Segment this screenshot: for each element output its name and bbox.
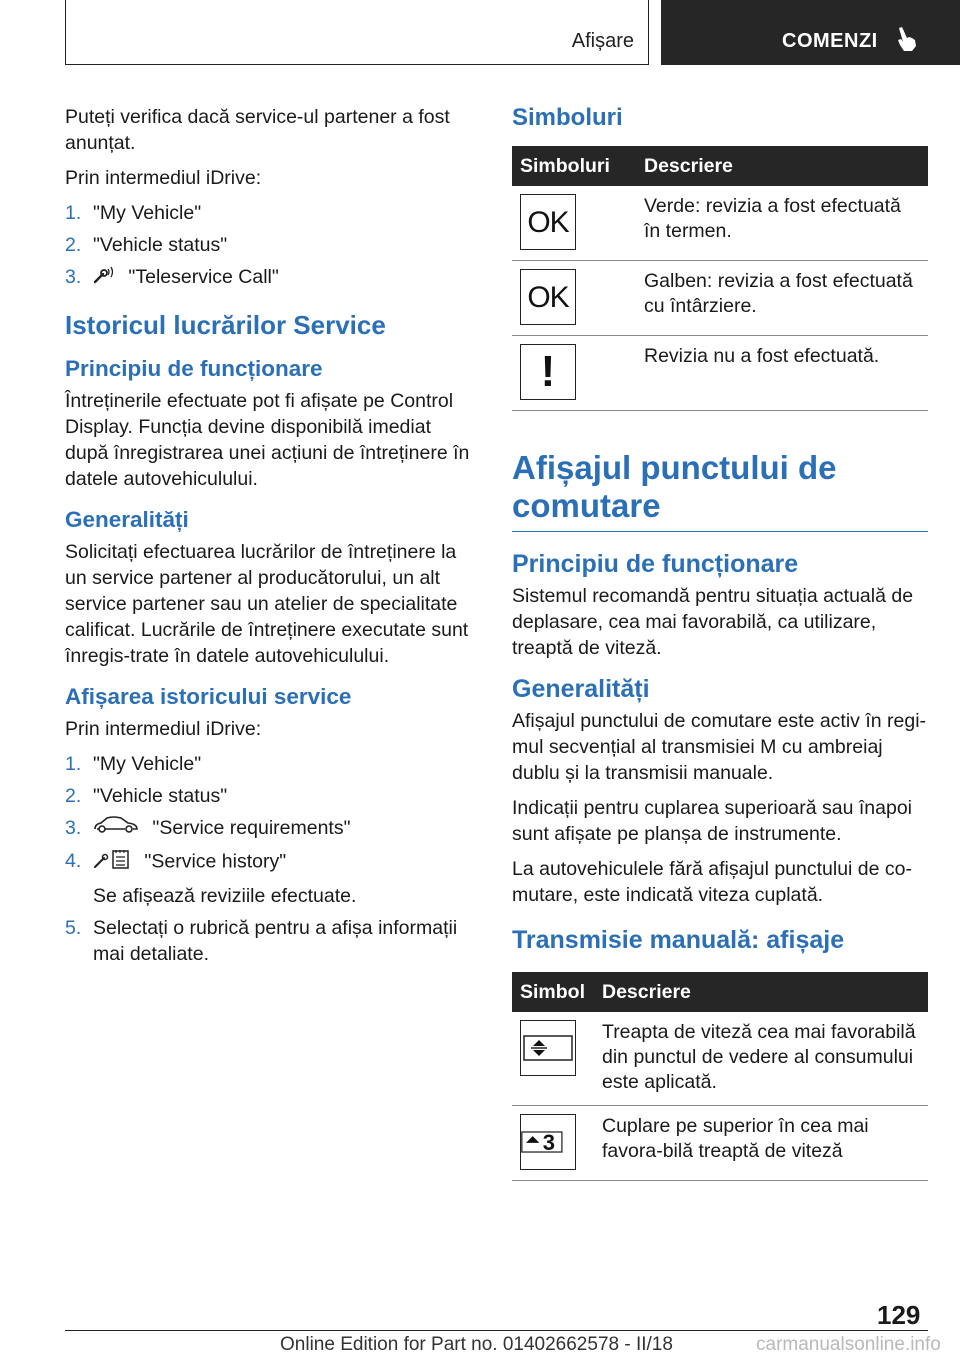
- list-item: [65, 200, 473, 226]
- symbol-cell: [512, 336, 636, 411]
- column-header-symbols: Simboluri: [512, 146, 636, 186]
- table-row: [512, 186, 928, 261]
- step-number: 1.: [65, 202, 82, 224]
- description-cell: Cuplare pe superior în cea mai favora-bilă treaptă de viteză: [594, 1106, 928, 1181]
- list-item: [65, 915, 473, 967]
- list-item: [65, 848, 473, 909]
- step-number: 1.: [65, 752, 82, 775]
- step-number: 3.: [65, 266, 82, 288]
- step-text: "Vehicle status": [93, 784, 228, 807]
- step-number: 3.: [65, 816, 82, 839]
- subheading-principle: Principiu de funcționare: [65, 355, 323, 381]
- transmission-symbols-table: [512, 972, 928, 1181]
- step-number: 5.: [65, 917, 82, 940]
- footer-divider: [65, 1330, 928, 1331]
- step-number: 2.: [65, 234, 82, 256]
- step-text: Selectați o rubrică pentru a afișa informații mai detaliate.: [93, 917, 458, 966]
- principle-paragraph-2: Sistemul recomandă pentru situația actuală de deplasare, cea mai favorabilă, ca utilizare, treaptă de viteză.: [512, 585, 914, 659]
- header-chapter-tab: [661, 0, 960, 65]
- column-header-symbol: Simbol: [512, 972, 594, 1012]
- edition-note: Online Edition for Part no. 01402662578 - II/18: [280, 1334, 673, 1355]
- teleservice-steps: [65, 200, 473, 291]
- step-text: "Service history": [144, 850, 287, 873]
- table-row: [512, 261, 928, 336]
- table-row: [512, 1012, 928, 1106]
- step-text: "Teleservice Call": [128, 266, 279, 288]
- subheading-display-history: Afișarea istoricului service: [65, 683, 352, 709]
- table-row: [512, 336, 928, 411]
- service-history-steps: [65, 751, 473, 967]
- symbol-cell: [512, 1106, 594, 1181]
- general-paragraph-2b: Indicații pentru cuplarea superioară sau înapoi sunt afișate pe planșa de instrumente.: [512, 797, 913, 845]
- list-item: [65, 232, 473, 258]
- general-paragraph-2a: Afișajul punctului de comutare este activ în regi-mul secvențial al transmisiei M cu ambreiaj dublu și la transmisii manuale.: [512, 710, 927, 784]
- description-cell: Verde: revizia a fost efectuată în termen.: [636, 186, 928, 261]
- header-section-title: Afișare: [571, 30, 634, 52]
- optimal-gear-icon: [520, 1020, 576, 1076]
- list-item: [65, 815, 473, 842]
- description-cell: Treapta de viteză cea mai favorabilă din punctul de vedere al consumului este aplicată.: [594, 1012, 928, 1106]
- subheading-principle-2: Principiu de funcționare: [512, 550, 799, 578]
- hand-pointer-icon: [895, 26, 919, 52]
- header-chapter-title: COMENZI: [782, 30, 878, 52]
- subheading-general-2: Generalități: [512, 675, 650, 703]
- step-text: "My Vehicle": [93, 202, 202, 224]
- step-number: 4.: [65, 850, 82, 873]
- table-header-row: [512, 972, 928, 1012]
- wrench-icon: [93, 265, 115, 291]
- general-paragraph-2c: La autovehiculele fără afișajul punctului de co-mutare, este indicată viteza cuplată.: [512, 858, 913, 906]
- list-item: [65, 783, 473, 809]
- section-heading-service-history: Istoricul lucrărilor Service: [65, 309, 386, 340]
- symbol-cell: [512, 1012, 594, 1106]
- idrive-intro: Prin intermediul iDrive:: [65, 167, 262, 189]
- step-text: "Service requirements": [152, 816, 351, 839]
- symbol-cell: [512, 261, 636, 336]
- ok-icon: OK: [520, 269, 576, 325]
- section-heading-shift-point: Afișajul punctului de comutare: [512, 449, 928, 532]
- step-text: "My Vehicle": [93, 752, 202, 775]
- idrive-intro-2: Prin intermediul iDrive:: [65, 717, 262, 740]
- column-header-description: Descriere: [636, 146, 928, 186]
- step-subtext: Se afișează reviziile efectuate.: [93, 885, 357, 908]
- symbols-table: [512, 146, 928, 411]
- description-cell: Revizia nu a fost efectuată.: [636, 336, 928, 411]
- subheading-symbols: Simboluri: [512, 104, 623, 131]
- column-header-description: Descriere: [594, 972, 928, 1012]
- general-paragraph: Solicitați efectuarea lucrărilor de întreținere la un service partener al producătorului, un alt service partener sau un atelier de specialitate calificat. Lucrările de întreținere executate sunt înregis-trate în datele autovehiculului.: [65, 540, 469, 667]
- list-item: [65, 751, 473, 777]
- principle-paragraph: Întreținerile efectuate pot fi afișate pe Control Display. Funcția devine disponibilă imediat după înregistrarea unei acțiuni de întreținere în datele autovehiculului.: [65, 389, 470, 490]
- exclamation-icon: !: [520, 344, 576, 400]
- left-column: [65, 104, 473, 977]
- header-section-tab: [65, 0, 649, 65]
- table-row: [512, 1106, 928, 1181]
- watermark: carmanualsonline.info: [752, 1334, 941, 1356]
- page-number: 129: [877, 1300, 921, 1330]
- list-item: [65, 264, 473, 291]
- subheading-general: Generalități: [65, 506, 189, 532]
- symbol-cell: [512, 186, 636, 261]
- service-history-icon: [93, 848, 131, 877]
- step-text: "Vehicle status": [93, 234, 228, 256]
- table-header-row: [512, 146, 928, 186]
- step-number: 2.: [65, 784, 82, 807]
- car-icon: [93, 815, 139, 842]
- subheading-manual-transmission: Transmisie manuală: afișaje: [512, 926, 845, 954]
- description-cell: Galben: revizia a fost efectuată cu întârziere.: [636, 261, 928, 336]
- shift-up-icon: 3: [520, 1114, 576, 1170]
- right-column: [512, 104, 928, 1181]
- ok-icon: OK: [520, 194, 576, 250]
- intro-paragraph: Puteți verifica dacă service-ul partener a fost anunțat.: [65, 106, 450, 154]
